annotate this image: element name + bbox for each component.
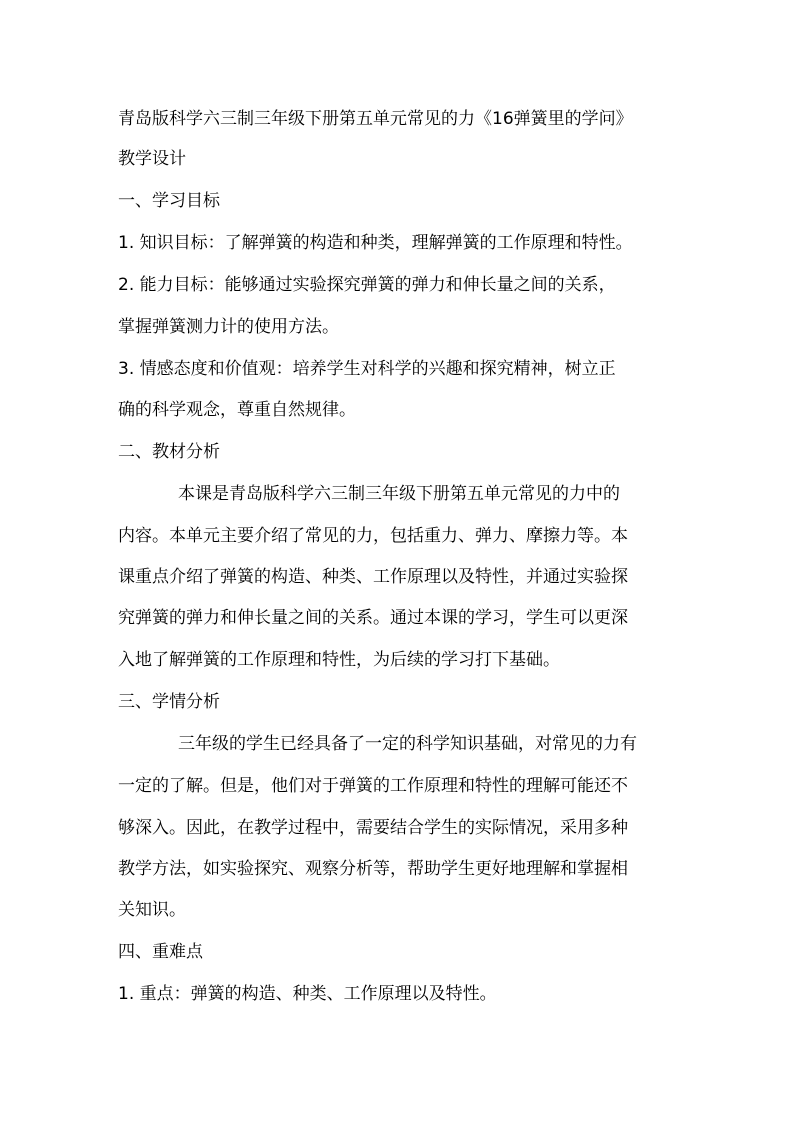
material-analysis-line-3: 课重点介绍了弹簧的构造、种类、工作原理以及特性，并通过实验探: [118, 567, 628, 587]
section-heading-learner-analysis: 三、学情分析: [118, 692, 220, 712]
learner-analysis-line-3: 够深入。因此，在教学过程中，需要结合学生的实际情况，采用多种: [118, 818, 628, 838]
material-analysis-line-5: 入地了解弹簧的工作原理和特性，为后续的学习打下基础。: [118, 650, 560, 670]
material-analysis-line-2: 内容。本单元主要介绍了常见的力，包括重力、弹力、摩擦力等。本: [118, 526, 628, 546]
learner-analysis-line-4: 教学方法，如实验探究、观察分析等，帮助学生更好地理解和掌握相: [118, 859, 628, 879]
material-analysis-line-4: 究弹簧的弹力和伸长量之间的关系。通过本课的学习，学生可以更深: [118, 608, 628, 628]
objective-item-3-line-2: 确的科学观念，尊重自然规律。: [118, 400, 356, 420]
objective-item-3-line-1: 3. 情感态度和价值观：培养学生对科学的兴趣和探究精神，树立正: [118, 359, 616, 379]
learner-analysis-line-2: 一定的了解。但是，他们对于弹簧的工作原理和特性的理解可能还不: [118, 776, 628, 796]
section-heading-key-points: 四、重难点: [118, 942, 203, 962]
learner-analysis-line-1: 三年级的学生已经具备了一定的科学知识基础，对常见的力有: [178, 734, 637, 754]
key-point-item-1: 1. 重点：弹簧的构造、种类、工作原理以及特性。: [118, 984, 497, 1004]
material-analysis-line-1: 本课是青岛版科学六三制三年级下册第五单元常见的力中的: [178, 484, 620, 504]
document-title-line-2: 教学设计: [118, 149, 186, 169]
learner-analysis-line-5: 关知识。: [118, 900, 186, 920]
document-title-line-1: 青岛版科学六三制三年级下册第五单元常见的力《16弹簧里的学问》: [118, 109, 633, 129]
section-heading-objectives: 一、学习目标: [118, 191, 220, 211]
objective-item-2-line-1: 2. 能力目标：能够通过实验探究弹簧的弹力和伸长量之间的关系，: [118, 275, 616, 295]
objective-item-2-line-2: 掌握弹簧测力计的使用方法。: [118, 317, 339, 337]
objective-item-1: 1. 知识目标：了解弹簧的构造和种类，理解弹簧的工作原理和特性。: [118, 233, 633, 253]
section-heading-material-analysis: 二、教材分析: [118, 442, 220, 462]
